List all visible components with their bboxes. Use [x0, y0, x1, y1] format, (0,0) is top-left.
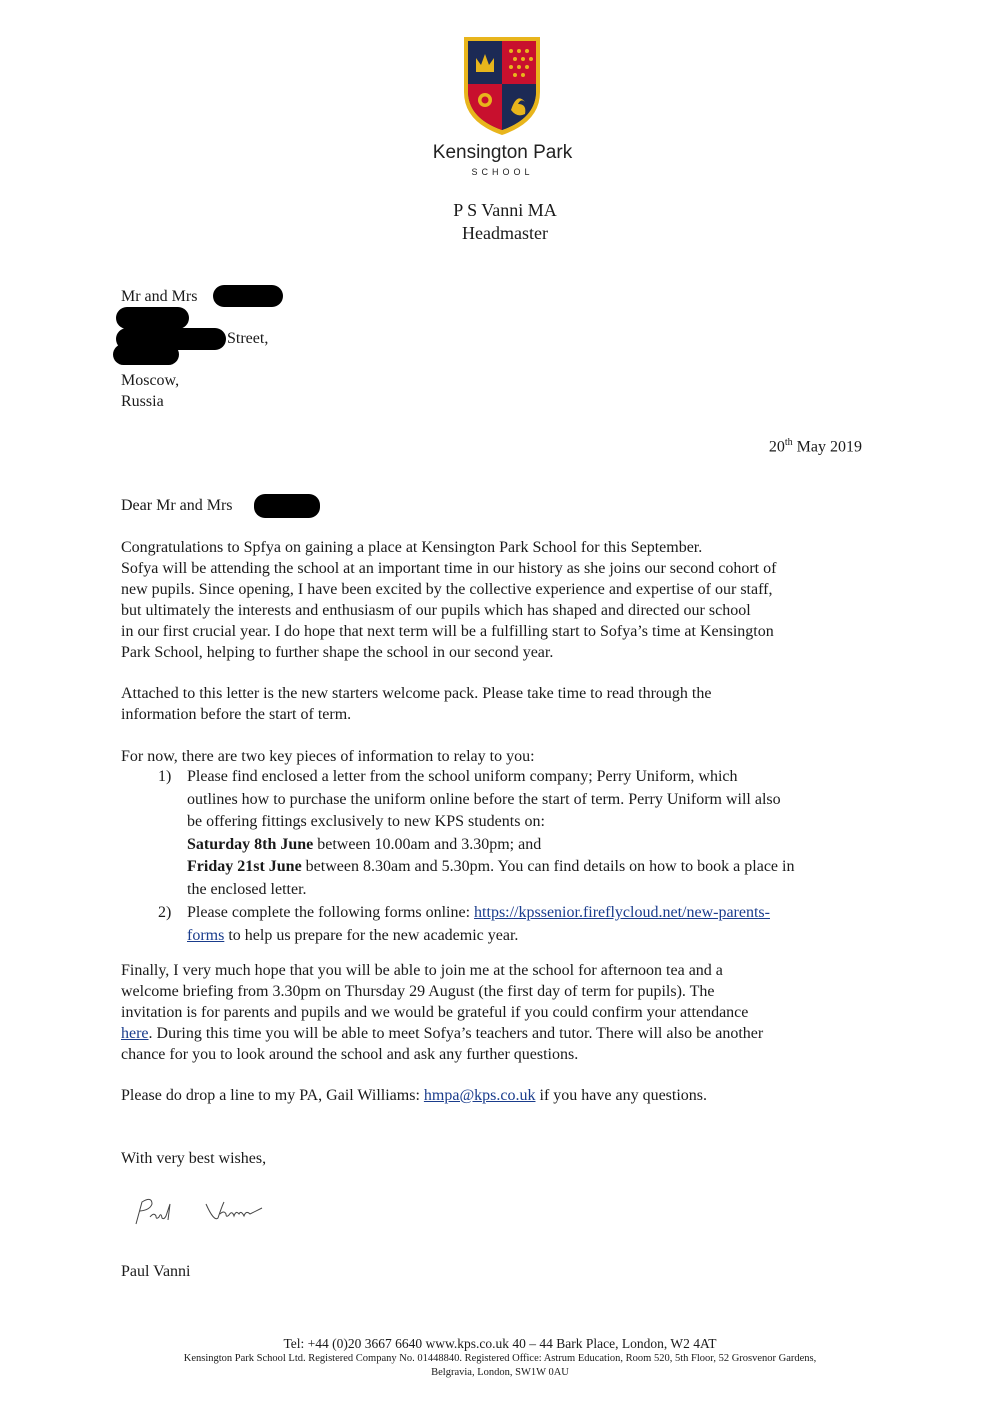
redaction-salutation-surname: [254, 494, 320, 518]
headmaster-name: P S Vanni MA: [453, 200, 557, 220]
signer-name: Paul Vanni: [121, 1263, 191, 1280]
forms-link[interactable]: https://kpssenior.fireflycloud.net/new-parents-: [474, 904, 770, 921]
footer-contact: Tel: +44 (0)20 3667 6640 www.kps.co.uk 40 – 44 Bark Place, London, W2 4AT: [283, 1336, 717, 1351]
redaction-address-3: [113, 344, 179, 365]
address-country: Russia: [121, 393, 164, 410]
footer-registration: Kensington Park School Ltd. Registered Company No. 01448840. Registered Office: Astrum Education, Room 520, 5th Floor, 52 Grosvenor Gardens,: [183, 1353, 817, 1364]
email-link[interactable]: hmpa@kps.co.uk: [423, 1087, 536, 1104]
handwritten-signature: [128, 1192, 288, 1232]
salutation: Dear Mr and Mrs: [121, 497, 233, 514]
redaction-address-1: [116, 307, 189, 329]
address-street: Street,: [227, 330, 269, 347]
closing: With very best wishes,: [121, 1150, 267, 1167]
list-number: 2): [158, 904, 172, 921]
list-item-forms: 2) Please complete the following forms online: https://kpssenior.fireflycloud.net/new-parents- forms to help us prepare for the new academic year.: [158, 904, 770, 944]
paragraph-afternoon-tea: Finally, I very much hope that you will be able to join me at the school for afternoon tea and a welcome briefing from 3.30pm on Thursday 29 August (the first day of term for pupils). The invitation is for parents and pupils and we would be grateful if you could confirm your attendance here. During this time you will be able to meet Sofya’s teachers and tutor. There will also be another chance for you to look around the school and ask any further questions.: [121, 962, 764, 1063]
address-city: Moscow,: [121, 372, 180, 389]
address-line-1: Mr and Mrs: [121, 288, 198, 305]
school-crest-logo: [461, 34, 543, 138]
headmaster-title: Headmaster: [462, 223, 548, 243]
paragraph-key-info-intro: For now, there are two key pieces of information to relay to you:: [121, 748, 535, 765]
paragraph-contact-pa: Please do drop a line to my PA, Gail Williams: hmpa@kps.co.uk if you have any questions.: [121, 1087, 708, 1104]
list-number: 1): [158, 768, 172, 785]
redaction-surname: [213, 285, 283, 307]
letter-date: 20th May 2019: [768, 437, 862, 456]
footer-registration-continued: Belgravia, London, SW1W 0AU: [431, 1367, 569, 1378]
school-subtitle: SCHOOL: [471, 167, 534, 177]
school-name: Kensington Park: [432, 142, 573, 163]
forms-link-continued[interactable]: forms: [187, 926, 225, 944]
paragraph-congratulations: Congratulations to Spfya on gaining a place at Kensington Park School for this September. Sofya will be attending the school at an important time in our history as she joins our second cohort of new pupils. Since opening, I have been excited by the collective experience and expertise of our staff, but ultimately the interests and enthusiasm of our pupils which has shaped and directed our school in our first crucial year. I do hope that next term will be a fulfilling start to Sofya’s time at Kensington Park School, helping to further shape the school in our second year.: [121, 539, 777, 661]
list-item-uniform: 1) Please find enclosed a letter from the school uniform company; Perry Uniform, which outlines how to purchase the uniform online before the start of term. Perry Uniform will also be offering fittings exclusively to new KPS students on: Saturday 8th June between 10.00am and 3.30pm; and Friday 21st June between 8.30am and 5.30pm. You can find details on how to book a place in the enclosed letter.: [158, 768, 795, 898]
rsvp-here-link[interactable]: here: [121, 1025, 149, 1042]
paragraph-welcome-pack: Attached to this letter is the new starters welcome pack. Please take time to read through the information before the start of term.: [121, 685, 712, 723]
